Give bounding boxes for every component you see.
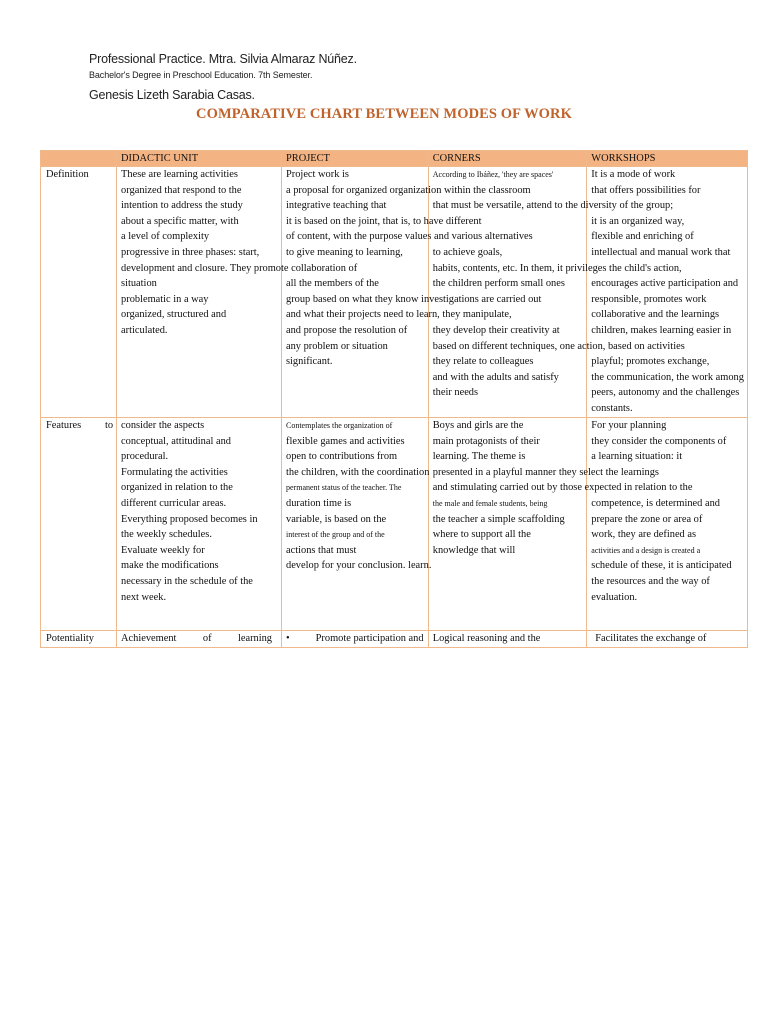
cell-text-line: procedural. [121,451,169,463]
cell-text-line: their needs [432,387,479,399]
cell-text-line: the resources and the way of [591,575,710,587]
cell-text-line: a level of complexity [121,231,210,243]
cell-text-line: all the members of the [286,278,379,290]
cell-text-line: schedule of these, it is anticipated [591,560,732,572]
cell-text-line: Everything proposed becomes in [121,513,258,525]
cell-text-line: interest of the group and of the [286,530,385,540]
header-cell-didactic-unit: DIDACTIC UNIT [117,151,282,167]
row-label-features [41,418,117,631]
cell-text-line: make the modifications [121,560,219,572]
cell-text-line: playful; promotes exchange, [591,356,710,368]
cell-text-line: a proposal for organized organization within the classroom [286,184,531,196]
cell-text-line: intellectual and manual work that [591,246,731,258]
cell-text-line: constants. [591,402,633,414]
cell-text-line: work, they are defined as [591,529,697,541]
header-cell-project: PROJECT [282,151,429,167]
cell-text-line: situation [121,278,157,290]
document-title: COMPARATIVE CHART BETWEEN MODES OF WORK [196,106,572,122]
cell-text-line: progressive in three phases: start, [121,246,260,258]
cell-text-line: Formulating the activities [121,466,228,478]
cell-text-line: the teacher a simple scaffolding [432,513,565,525]
cell-text-line: knowledge that will [432,544,516,556]
cell-text-line: the children, with the coordination [286,466,430,478]
comparative-chart-table [40,150,748,648]
cell-text-line: and with the adults and satisfy [432,371,559,383]
cell-text-line: the weekly schedules. [121,529,212,541]
cell-text-line: collaborative and the learnings [591,309,720,321]
header-cell-empty [41,151,117,167]
cell-text-line: to achieve goals, [432,246,503,258]
cell-text-line: peers, autonomy and the challenges [591,387,740,399]
cell-text-line: variable, is based on the [286,513,387,525]
cell-text-line: problematic in a way [121,293,209,305]
cell-text-line: that offers possibilities for [591,184,701,196]
header-course-line: Professional Practice. Mtra. Silvia Almaraz Núñez. [89,52,357,66]
cell-text-line: any problem or situation [286,340,388,352]
bullet-icon: • [286,633,290,644]
cell-text-line: activities and a design is created a [591,545,701,555]
cell-text-line: conceptual, attitudinal and [121,435,231,447]
header-cell-corners: CORNERS [428,151,587,167]
cell-text-line: consider the aspects [121,420,205,431]
cell-text-line: the communication, the work among [591,371,744,383]
row-label-definition: Definition [41,167,117,418]
cell-text-line: evaluation. [591,591,638,603]
cell-text-line: These are learning activities [121,169,238,180]
cell-text-line: flexible games and activities [286,435,405,447]
cell-text-line: where to support all the [432,529,531,541]
cell-text-line: learning. The theme is [432,451,526,463]
cell-potentiality-project [282,631,429,648]
cell-text-line: articulated. [121,324,168,336]
row-label-potentiality: Potentiality [41,631,117,648]
cell-text-line: they relate to colleagues [432,356,534,368]
cell-text-line: they develop their creativity at [432,324,560,336]
cell-text-line: about a specific matter, with [121,215,239,227]
cell-text-line: the male and female students, being [432,498,548,508]
cell-text-line: of content, with the purpose values and various alternatives [286,231,533,243]
cell-features-workshops [587,418,748,631]
cell-text-line: prepare the zone or area of [591,513,703,525]
cell-text-line: development and closure. They promote collaboration of [121,262,358,274]
cell-text-line: encourages active participation and [591,278,739,290]
cell-potentiality-didactic-unit [117,631,282,648]
cell-text-line: Evaluate weekly for [121,544,205,556]
cell-text-line: main protagonists of their [432,435,540,447]
cell-text-line: and what their projects need to learn, they manipulate, [286,309,512,321]
cell-features-didactic-unit [117,418,282,631]
cell-text-line: open to contributions from [286,451,398,463]
table-row-potentiality [41,631,748,648]
table-row-definition [41,167,748,418]
cell-text-line: they consider the components of [591,435,727,447]
cell-text-line: intention to address the study [121,200,243,212]
cell-text-line: responsible, promotes work [591,293,707,305]
cell-text-line: competence, is determined and [591,497,720,509]
cell-text-line: For your planning [591,420,667,431]
cell-text-line: organized, structured and [121,309,227,321]
cell-text-line: habits, contents, etc. In them, it privileges the child's action, [432,262,682,274]
cell-text-line: presented in a playful manner they select the learnings [432,466,659,478]
cell-text-line: different curricular areas. [121,497,227,509]
cell-text-line: that must be versatile, attend to the diversity of the group; [432,200,674,212]
cell-text-line: and propose the resolution of [286,324,408,336]
cell-text-line: flexible and enriching of [591,231,694,243]
cell-text-line: necessary in the schedule of the [121,575,253,587]
header-author-line: Genesis Lizeth Sarabia Casas. [89,88,255,102]
table-row-features [41,418,748,631]
cell-text-line: and stimulating carried out by those expected in relation to the [432,482,693,494]
cell-text-line: develop for your conclusion. learn. [286,560,432,572]
cell-text-line: organized in relation to the [121,482,233,494]
table-header-row [41,151,748,167]
cell-text-line: the children perform small ones [432,278,565,290]
cell-text-line: next week. [121,591,167,603]
cell-text-line: According to Ibáñez, 'they are spaces' [432,170,554,179]
cell-text-line: integrative teaching that [286,200,387,212]
cell-text-line: based on different techniques, one action, based on activities [432,340,685,352]
cell-text-line: Project work is [286,169,349,180]
header-cell-workshops: WORKSHOPS [587,151,748,167]
cell-text-line: actions that must [286,544,357,556]
row-label-features-to: to [104,420,114,431]
cell-text-line: to give meaning to learning, [286,246,403,258]
potentiality-project-text: Promote participation and [315,633,424,644]
potentiality-word-learning: learning [237,633,272,644]
header-degree-line: Bachelor's Degree in Preschool Education. 7th Semester. [89,70,313,80]
cell-text-line: permanent status of the teacher. The [286,483,402,493]
cell-text-line: It is a mode of work [591,169,676,180]
cell-text-line: it is based on the joint, that is, to have different [286,215,482,227]
potentiality-word-of: of [202,633,212,644]
cell-features-project [282,418,432,631]
row-label-features-word: Features [46,420,82,431]
potentiality-word-achievement: Achievement [121,633,177,644]
cell-text-line: Boys and girls are the [432,420,524,431]
cell-text-line: children, makes learning easier in [591,324,732,336]
cell-potentiality-corners: Logical reasoning and the [428,631,587,648]
cell-potentiality-workshops: Facilitates the exchange of [587,631,748,648]
cell-text-line: duration time is [286,497,352,509]
cell-text-line: significant. [286,356,333,368]
cell-text-line: it is an organized way, [591,215,685,227]
cell-text-line: group based on what they know investigations are carried out [286,293,542,305]
cell-text-line: organized that respond to the [121,184,242,196]
cell-text-line: a learning situation: it [591,451,683,463]
cell-text-line: Contemplates the organization of [286,421,393,430]
